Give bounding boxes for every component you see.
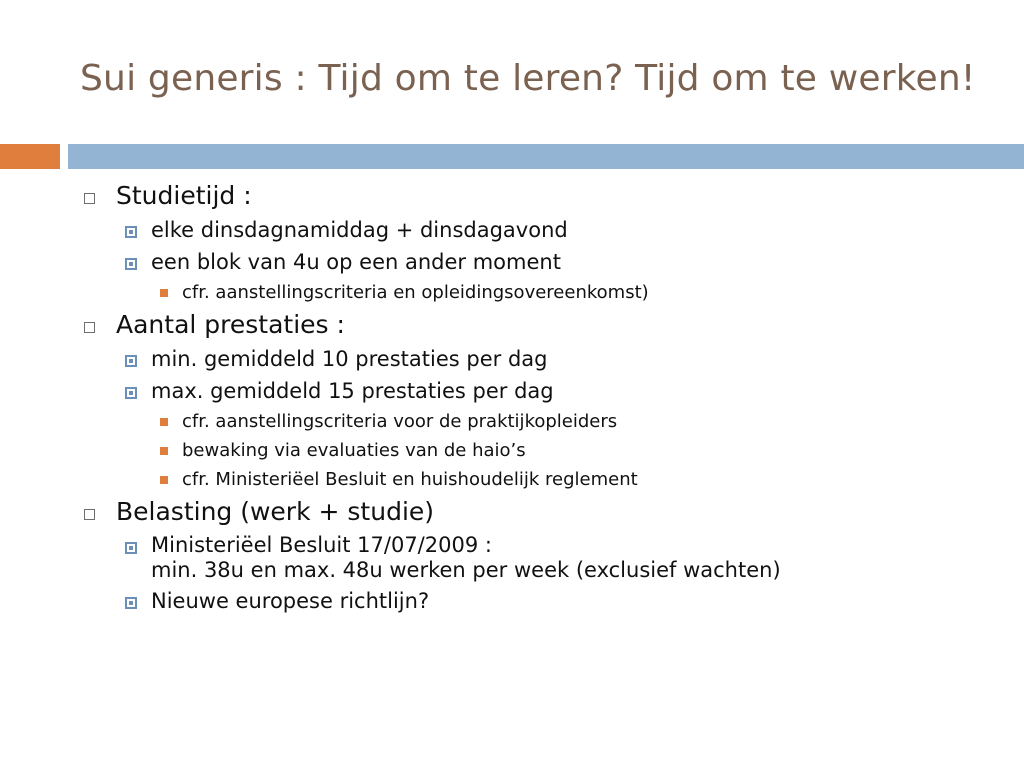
framed-square-bullet-icon (125, 387, 137, 399)
framed-square-bullet-icon (125, 355, 137, 367)
accent-bar (0, 144, 60, 169)
sub-bullet-text: elke dinsdagnamiddag + dinsdagavond (151, 218, 568, 242)
sub-sub-bullet-text: cfr. Ministeriëel Besluit en huishoudelijk reglement (182, 469, 638, 490)
sub-bullet-text: max. gemiddeld 15 prestaties per dag (151, 379, 554, 403)
sub-bullet-text: Ministeriëel Besluit 17/07/2009 : (151, 533, 492, 557)
sub-sub-bullet (0, 281, 1024, 305)
hollow-square-bullet-icon (84, 322, 95, 333)
sub-bullet (0, 346, 1024, 373)
framed-square-bullet-icon (125, 258, 137, 270)
sub-sub-bullet (0, 439, 1024, 463)
framed-square-bullet-icon (125, 226, 137, 238)
bullet-text: Aantal prestaties : (116, 310, 345, 339)
filled-square-bullet-icon (160, 289, 168, 297)
sub-bullet (0, 378, 1024, 405)
sub-sub-bullet (0, 468, 1024, 492)
sub-bullet-text: een blok van 4u op een ander moment (151, 250, 561, 274)
bullet-belasting (0, 496, 1024, 528)
hollow-square-bullet-icon (84, 193, 95, 204)
bullet-studietijd (0, 180, 1024, 212)
sub-bullet-text-continued: min. 38u en max. 48u werken per week (exclusief wachten) (151, 558, 781, 582)
sub-bullet-text: Nieuwe europese richtlijn? (151, 589, 430, 613)
bullet-text: Belasting (werk + studie) (116, 497, 435, 526)
filled-square-bullet-icon (160, 476, 168, 484)
sub-bullet (0, 217, 1024, 244)
sub-sub-bullet-text: cfr. aanstellingscriteria en opleidingsovereenkomst) (182, 282, 649, 303)
bullet-aantal-prestaties (0, 309, 1024, 341)
filled-square-bullet-icon (160, 418, 168, 426)
slide-title: Sui generis : Tijd om te leren? Tijd om te werken! (80, 58, 976, 99)
sub-sub-bullet (0, 410, 1024, 434)
framed-square-bullet-icon (125, 597, 137, 609)
sub-bullet (0, 249, 1024, 276)
framed-square-bullet-icon (125, 542, 137, 554)
sub-bullet (0, 588, 1024, 615)
sub-sub-bullet-text: cfr. aanstellingscriteria voor de praktijkopleiders (182, 411, 618, 432)
slide-content (0, 176, 1024, 615)
filled-square-bullet-icon (160, 447, 168, 455)
bullet-text: Studietijd : (116, 181, 252, 210)
sub-bullet-text: min. gemiddeld 10 prestaties per dag (151, 347, 548, 371)
sub-bullet (0, 533, 1024, 583)
header-bar (68, 144, 1024, 169)
hollow-square-bullet-icon (84, 509, 95, 520)
sub-sub-bullet-text: bewaking via evaluaties van de haio’s (182, 440, 526, 461)
